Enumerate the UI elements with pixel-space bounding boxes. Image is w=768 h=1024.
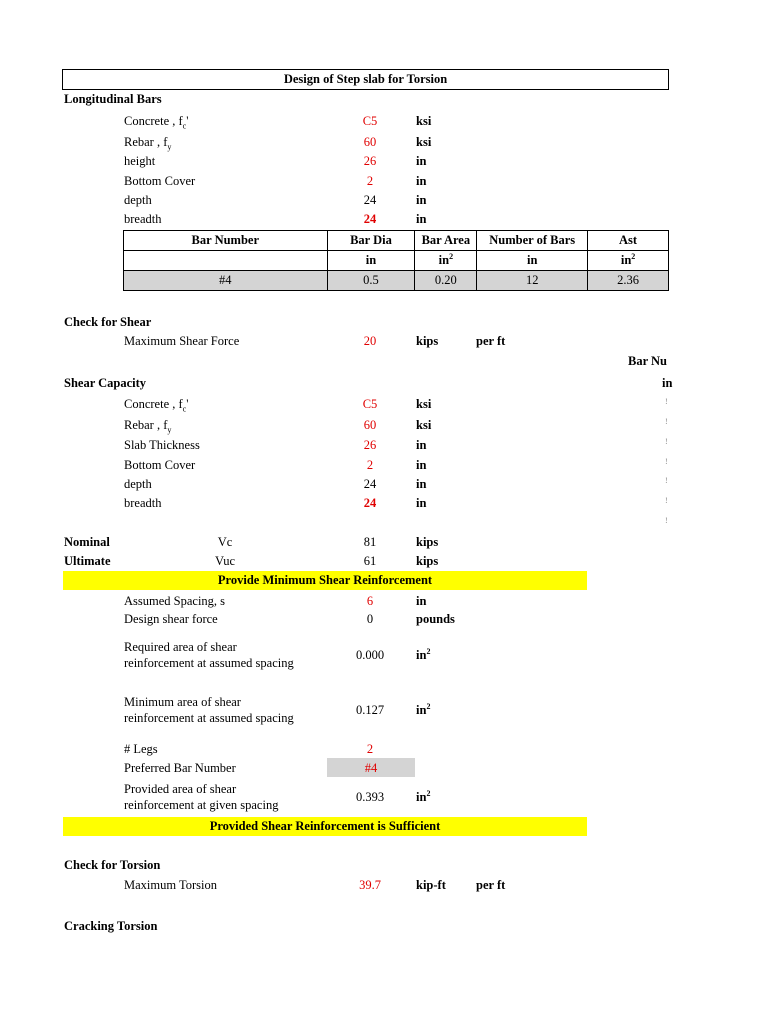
long-depth-value: 24 xyxy=(363,193,377,207)
design-shear-unit: pounds xyxy=(416,612,455,626)
side-tick: ! xyxy=(665,516,668,525)
cap-cover-unit: in xyxy=(416,458,427,472)
cap-concrete-value: C5 xyxy=(362,397,378,411)
side-tick: ! xyxy=(665,397,668,406)
bar-dia-header: Bar Dia xyxy=(327,231,415,251)
max-shear-label: Maximum Shear Force xyxy=(124,334,240,348)
number-of-bars-unit: in xyxy=(477,251,588,271)
long-rebar-value: 60 xyxy=(363,135,377,149)
spacing-label: Assumed Spacing, s xyxy=(124,594,226,608)
long-cover-unit: in xyxy=(416,174,427,188)
ast-cell: 2.36 xyxy=(588,271,669,291)
sufficient-banner: Provided Shear Reinforcement is Sufficient xyxy=(63,817,587,836)
bar-number-cell[interactable]: #4 xyxy=(124,271,328,291)
long-breadth-value: 24 xyxy=(363,212,377,226)
bar-table-unit-row xyxy=(124,251,669,271)
bar-dia-unit: in xyxy=(327,251,415,271)
longitudinal-heading: Longitudinal Bars xyxy=(64,92,162,106)
required-area-value: 0.000 xyxy=(355,648,385,662)
provided-area-value: 0.393 xyxy=(355,790,385,804)
cap-rebar-value: 60 xyxy=(363,418,377,432)
minimum-area-value: 0.127 xyxy=(355,703,385,717)
shear-check-heading: Check for Shear xyxy=(64,315,152,329)
table-row xyxy=(124,271,669,291)
long-cover-value: 2 xyxy=(366,174,374,188)
long-height-label: height xyxy=(124,154,156,168)
max-shear-per: per ft xyxy=(476,334,506,348)
long-cover-label: Bottom Cover xyxy=(124,174,196,188)
long-concrete-unit: ksi xyxy=(416,114,432,128)
number-of-bars-header: Number of Bars xyxy=(477,231,588,251)
minimum-area-unit: $in^2$ xyxy=(416,701,431,717)
spacing-unit: in xyxy=(416,594,427,608)
spacing-value: 6 xyxy=(366,594,374,608)
cap-depth-unit: in xyxy=(416,477,427,491)
long-concrete-value: C5 xyxy=(362,114,378,128)
ultimate-value: 61 xyxy=(363,554,377,568)
side-tick: ! xyxy=(665,417,668,426)
side-tick: ! xyxy=(665,457,668,466)
max-torsion-label: Maximum Torsion xyxy=(124,878,217,892)
nominal-label: Nominal xyxy=(64,535,110,549)
bar-area-unit: $in^2$ xyxy=(415,251,477,271)
side-bar-number-header: Bar Nu xyxy=(628,354,668,368)
required-area-unit: $in^2$ xyxy=(416,646,431,662)
cap-depth-label: depth xyxy=(124,477,152,491)
side-in-label: in xyxy=(662,376,673,390)
cap-breadth-label: breadth xyxy=(124,496,162,510)
required-area-label-1: Required area of shear xyxy=(124,640,237,654)
design-shear-label: Design shear force xyxy=(124,612,218,626)
torsion-heading: Check for Torsion xyxy=(64,858,161,872)
cap-thickness-value: 26 xyxy=(363,438,377,452)
bar-table xyxy=(123,230,669,291)
side-tick: ! xyxy=(665,496,668,505)
legs-label: # Legs xyxy=(124,742,158,756)
cap-cover-value: 2 xyxy=(366,458,374,472)
cap-concrete-label: Concrete , $f_c'$ xyxy=(124,397,189,414)
long-rebar-unit: ksi xyxy=(416,135,432,149)
legs-value: 2 xyxy=(366,742,374,756)
long-height-value: 26 xyxy=(363,154,377,168)
preferred-bar-value: #4 xyxy=(364,761,378,775)
max-torsion-unit: kip-ft xyxy=(416,878,446,892)
bar-table-header-row xyxy=(124,231,669,251)
min-shear-banner: Provide Minimum Shear Reinforcement xyxy=(63,571,587,590)
cap-cover-label: Bottom Cover xyxy=(124,458,196,472)
number-of-bars-cell: 12 xyxy=(477,271,588,291)
design-shear-value: 0 xyxy=(366,612,374,626)
nominal-value: 81 xyxy=(363,535,377,549)
nominal-unit: kips xyxy=(416,535,439,549)
provided-area-label-1: Provided area of shear xyxy=(124,782,237,796)
cap-depth-value: 24 xyxy=(363,477,377,491)
long-depth-unit: in xyxy=(416,193,427,207)
cap-concrete-unit: ksi xyxy=(416,397,432,411)
ast-unit: $in^2$ xyxy=(588,251,669,271)
required-area-label-2: reinforcement at assumed spacing xyxy=(124,656,294,670)
side-tick: ! xyxy=(665,437,668,446)
cap-thickness-label: Slab Thickness xyxy=(124,438,200,452)
long-rebar-label: Rebar , $f_y$ xyxy=(124,135,172,152)
long-breadth-unit: in xyxy=(416,212,427,226)
max-torsion-value: 39.7 xyxy=(359,878,381,892)
minimum-area-label-1: Minimum area of shear xyxy=(124,695,241,709)
long-height-unit: in xyxy=(416,154,427,168)
max-shear-unit: kips xyxy=(416,334,439,348)
bar-area-header: Bar Area xyxy=(415,231,477,251)
long-breadth-label: breadth xyxy=(124,212,162,226)
ultimate-unit: kips xyxy=(416,554,439,568)
bar-number-unit xyxy=(124,251,328,271)
provided-area-label-2: reinforcement at given spacing xyxy=(124,798,279,812)
provided-area-unit: $in^2$ xyxy=(416,788,431,804)
minimum-area-label-2: reinforcement at assumed spacing xyxy=(124,711,294,725)
ast-header: Ast xyxy=(588,231,669,251)
long-concrete-label: Concrete , $f_c'$ xyxy=(124,114,189,131)
nominal-symbol: Vc xyxy=(217,535,233,549)
ultimate-label: Ultimate xyxy=(64,554,111,568)
cracking-torsion-heading: Cracking Torsion xyxy=(64,919,158,933)
page-title: Design of Step slab for Torsion xyxy=(283,72,448,86)
bar-dia-cell: 0.5 xyxy=(327,271,415,291)
cap-breadth-unit: in xyxy=(416,496,427,510)
long-depth-label: depth xyxy=(124,193,152,207)
bar-area-cell: 0.20 xyxy=(415,271,477,291)
cap-rebar-unit: ksi xyxy=(416,418,432,432)
preferred-bar-label: Preferred Bar Number xyxy=(124,761,236,775)
side-tick: ! xyxy=(665,476,668,485)
cap-breadth-value: 24 xyxy=(363,496,377,510)
max-torsion-per: per ft xyxy=(476,878,506,892)
shear-capacity-heading: Shear Capacity xyxy=(64,376,147,390)
max-shear-value: 20 xyxy=(363,334,377,348)
cap-thickness-unit: in xyxy=(416,438,427,452)
bar-number-header: Bar Number xyxy=(124,231,328,251)
cap-rebar-label: Rebar , $f_y$ xyxy=(124,418,172,435)
ultimate-symbol: Vuc xyxy=(214,554,236,568)
